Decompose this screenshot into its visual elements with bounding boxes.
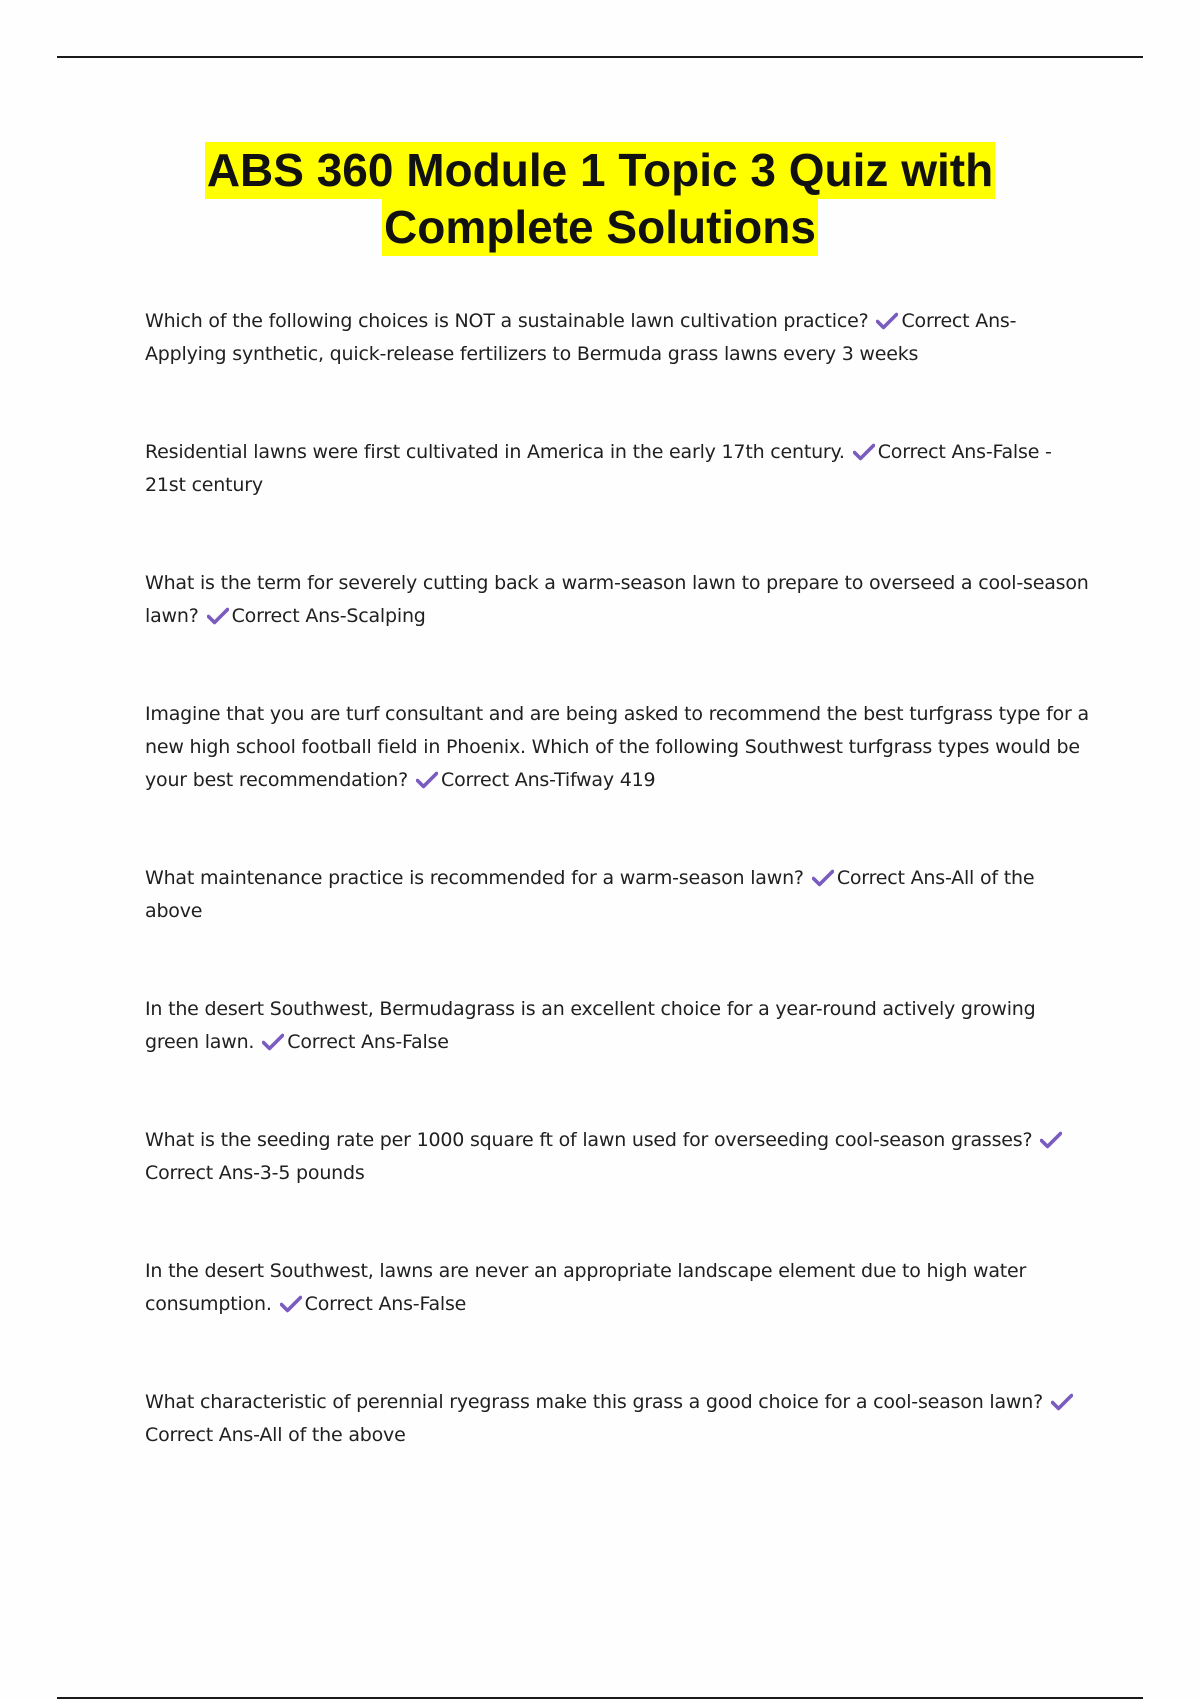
checkmark-icon [1051,1393,1073,1411]
question-text: Residential lawns were first cultivated in America in the early 17th century. [145,441,845,463]
qa-item [145,993,1095,1059]
qa-item [145,1124,1095,1190]
header-rule [57,56,1143,58]
answer-text: Correct Ans-Tifway 419 [441,769,656,791]
checkmark-icon [812,869,834,887]
question-text: What characteristic of perennial ryegrass make this grass a good choice for a cool-season lawn? [145,1391,1043,1413]
answer-text: Correct Ans-False - 21st century [145,441,1052,496]
qa-item [145,567,1095,633]
qa-item [145,1386,1095,1452]
question-text: Which of the following choices is NOT a sustainable lawn cultivation practice? [145,310,869,332]
question-text: What is the seeding rate per 1000 square ft of lawn used for overseeding cool-season grasses? [145,1129,1033,1151]
answer-text: Correct Ans-Applying synthetic, quick-release fertilizers to Bermuda grass lawns every 3 weeks [145,310,1017,365]
document-title [100,142,1100,256]
answer-text: Correct Ans-All of the above [145,867,1035,922]
question-text: Imagine that you are turf consultant and are being asked to recommend the best turfgrass type for a new high school football field in Phoenix. Which of the following Southwest turfgrass types would be your best recommendation? [145,703,1089,791]
checkmark-icon [207,607,229,625]
answer-text: Correct Ans-3-5 pounds [145,1162,365,1184]
qa-list [145,305,1095,1452]
qa-item [145,1255,1095,1321]
checkmark-icon [280,1295,302,1313]
checkmark-icon [1040,1131,1062,1149]
answer-text: Correct Ans-False [304,1293,467,1315]
checkmark-icon [262,1033,284,1051]
answer-text: Correct Ans-All of the above [145,1424,406,1446]
question-text: In the desert Southwest, Bermudagrass is an excellent choice for a year-round actively growing green lawn. [145,998,1036,1053]
question-text: In the desert Southwest, lawns are never an appropriate landscape element due to high water consumption. [145,1260,1027,1315]
qa-item [145,698,1095,797]
qa-item [145,436,1095,502]
answer-text: Correct Ans-False [287,1031,449,1053]
checkmark-icon [876,312,898,330]
title-line-1: ABS 360 Module 1 Topic 3 Quiz with [205,142,995,199]
answer-text: Correct Ans-Scalping [231,605,426,627]
question-text: What is the term for severely cutting back a warm-season lawn to prepare to overseed a cool-season lawn? [145,572,1089,627]
checkmark-icon [416,771,438,789]
qa-item [145,862,1095,928]
footer-rule [57,1697,1143,1699]
qa-item [145,305,1095,371]
question-text: What maintenance practice is recommended for a warm-season lawn? [145,867,804,889]
checkmark-icon [853,443,875,461]
title-line-2: Complete Solutions [382,199,818,256]
